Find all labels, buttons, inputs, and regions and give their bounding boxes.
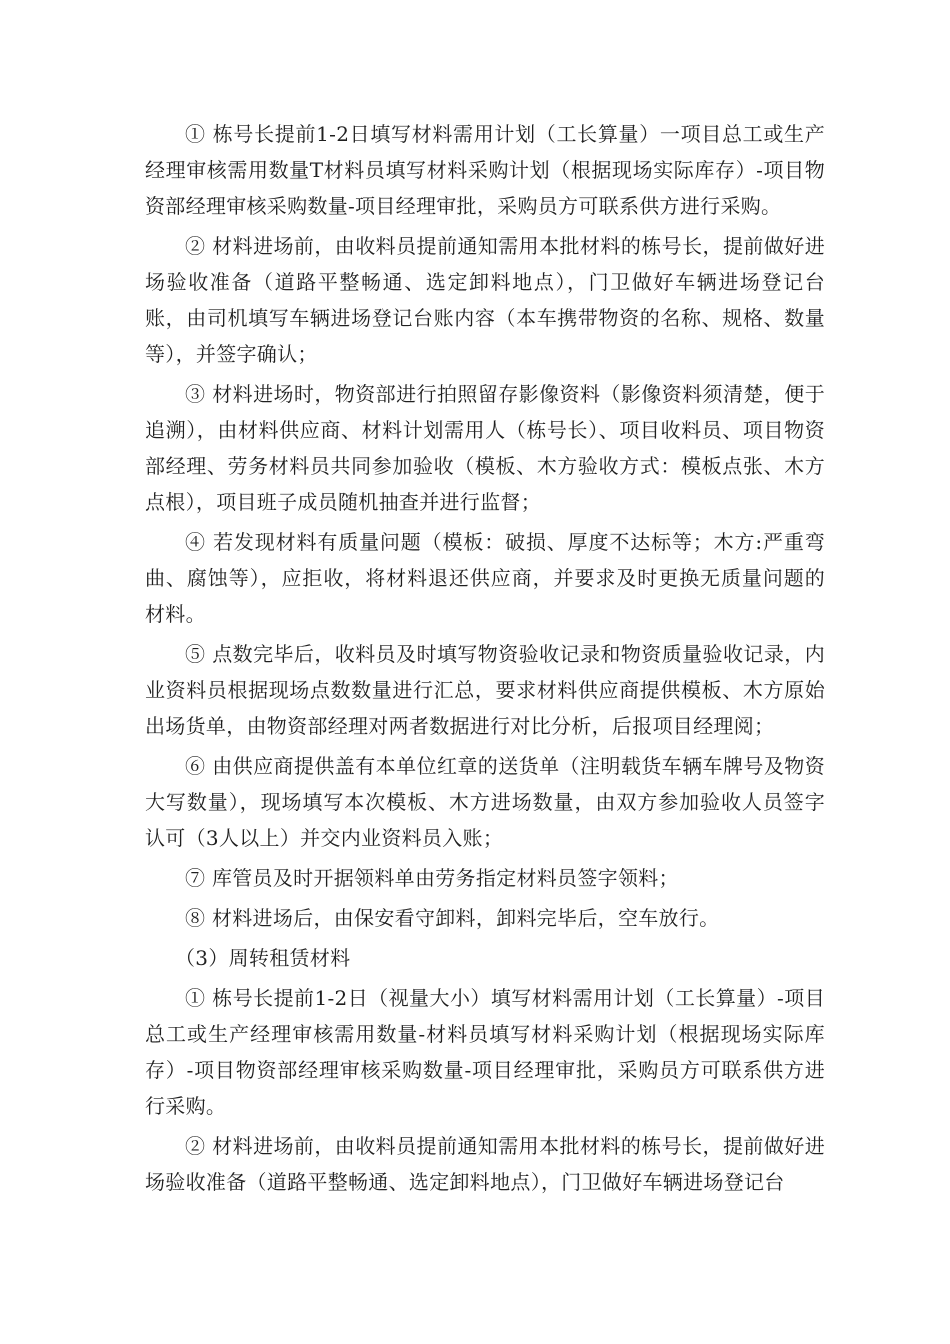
paragraph-item-10: ② 材料进场前，由收料员提前通知需用本批材料的栋号长，提前做好进场验收准备（道路平整畅通、选定卸料地点），门卫做好车辆进场登记台 bbox=[145, 1134, 825, 1194]
paragraph-item-4: ④ 若发现材料有质量问题（模板：破损、厚度不达标等；木方:严重弯曲、腐蚀等），应拒收，将材料退还供应商，并要求及时更换无质量问题的材料。 bbox=[145, 530, 825, 626]
paragraph-item-1: ① 栋号长提前1-2日填写材料需用计划（工长算量）一项目总工或生产经理审核需用数量T材料员填写材料采购计划（根据现场实际库存）-项目物资部经理审核采购数量-项目经理审批，采购员方可联系供方进行采购。 bbox=[145, 122, 825, 218]
paragraph-item-8: ⑧ 材料进场后，由保安看守卸料，卸料完毕后，空车放行。 bbox=[185, 906, 720, 930]
paragraph-item-6: ⑥ 由供应商提供盖有本单位红章的送货单（注明载货车辆车牌号及物资大写数量），现场填写本次模板、木方进场数量，由双方参加验收人员签字认可（3人以上）并交内业资料员入账； bbox=[145, 754, 825, 850]
paragraph-item-9: ① 栋号长提前1-2日（视量大小）填写材料需用计划（工长算量）-项目总工或生产经理审核需用数量-材料员填写材料采购计划（根据现场实际库存）-项目物资部经理审核采购数量-项目经理审批，采购员方可联系供方进行采购。 bbox=[145, 986, 825, 1118]
paragraph-item-2: ② 材料进场前，由收料员提前通知需用本批材料的栋号长，提前做好进场验收准备（道路平整畅通、选定卸料地点），门卫做好车辆进场登记台账，由司机填写车辆进场登记台账内容（本车携带物资的名称、规格、数量等），并签字确认； bbox=[145, 234, 825, 366]
paragraph-item-5: ⑤ 点数完毕后，收料员及时填写物资验收记录和物资质量验收记录，内业资料员根据现场点数数量进行汇总，要求材料供应商提供模板、木方原始出场货单，由物资部经理对两者数据进行对比分析，后报项目经理阅； bbox=[145, 642, 825, 738]
paragraph-item-3: ③ 材料进场时，物资部进行拍照留存影像资料（影像资料须清楚，便于追溯），由材料供应商、材料计划需用人（栋号长）、项目收料员、项目物资部经理、劳务材料员共同参加验收（模板、木方验收方式：模板点张、木方点根），项目班子成员随机抽查并进行监督； bbox=[145, 382, 825, 514]
paragraph-item-7: ⑦ 库管员及时开据领料单由劳务指定材料员签字领料； bbox=[185, 866, 679, 890]
section-heading-rental-materials: （3）周转租赁材料 bbox=[175, 946, 351, 970]
